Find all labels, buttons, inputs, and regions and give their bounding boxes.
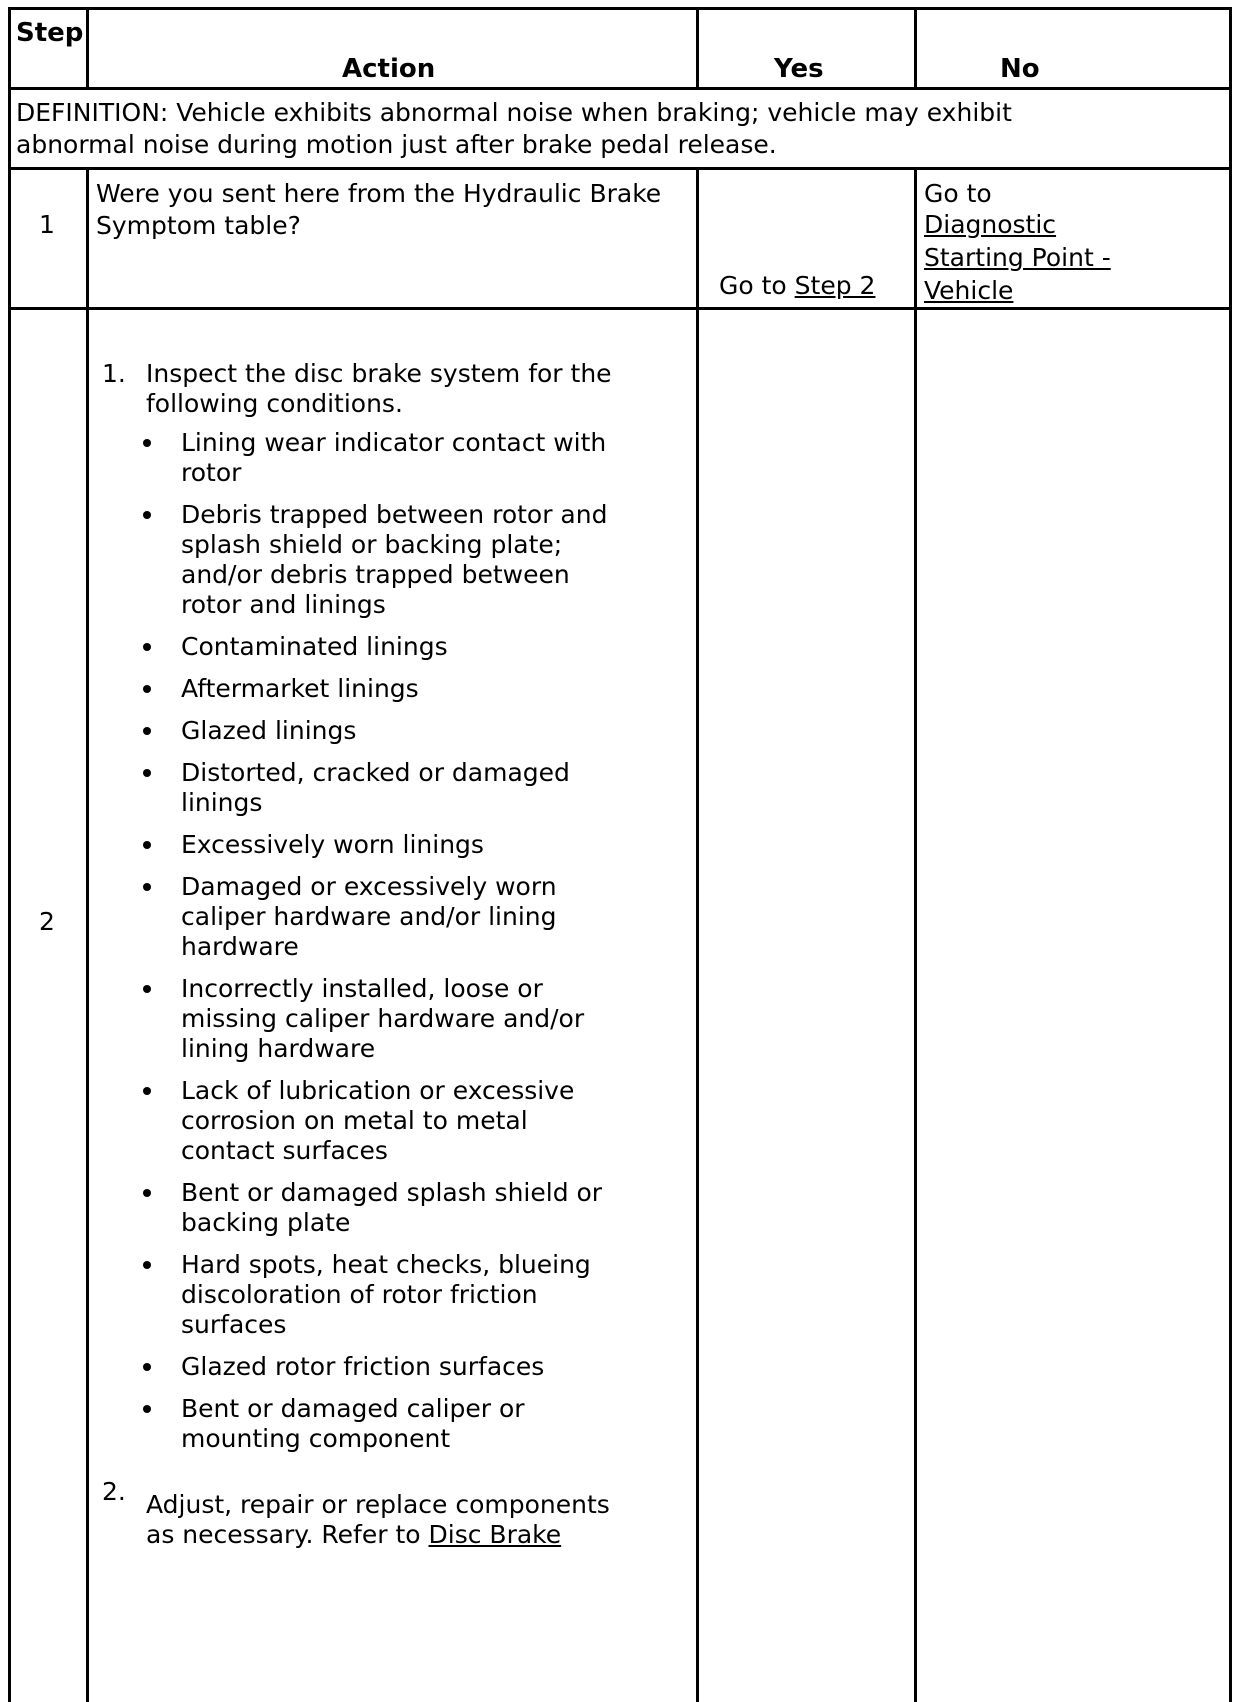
bullet-text-line: rotor and linings (181, 590, 386, 619)
col-divider-yes (914, 167, 917, 1702)
step-2-link[interactable]: Step 2 (794, 271, 876, 300)
bullet-text-line: discoloration of rotor friction (181, 1280, 538, 1309)
header-action: Action (342, 54, 436, 84)
col-divider-action (696, 167, 699, 1702)
bullet-text-line: missing caliper hardware and/or (181, 1004, 585, 1033)
item-1-number: 1. (102, 359, 126, 388)
bullet-text-line: corrosion on metal to metal (181, 1106, 528, 1135)
diagnostic-table (8, 7, 1232, 1702)
col-divider-yes-header (914, 7, 917, 89)
col-divider-step (86, 167, 89, 1702)
row1-yes (719, 269, 875, 302)
bullet-icon (143, 1087, 151, 1095)
table-border-left (8, 7, 11, 1702)
row1-no-prefix: Go to (924, 179, 992, 208)
step-number-2: 2 (39, 907, 55, 936)
diagnostic-starting-point-link-line-1[interactable]: Diagnostic (924, 210, 1057, 239)
bullet-text-line: mounting component (181, 1424, 451, 1453)
definition-line-2: abnormal noise during motion just after brake pedal release. (16, 130, 777, 159)
diagnostic-starting-point-link-line-3[interactable]: Vehicle (924, 276, 1014, 305)
bullet-icon (143, 1405, 151, 1413)
bullet-icon (143, 439, 151, 447)
item-2-line-2-prefix: as necessary. Refer to (146, 1520, 429, 1549)
condition-bullet-item (181, 758, 570, 818)
bullet-icon (143, 883, 151, 891)
header-no: No (1000, 54, 1040, 84)
bullet-text-line: Glazed rotor friction surfaces (181, 1352, 545, 1381)
definition-line-1: DEFINITION: Vehicle exhibits abnormal noise when braking; vehicle may exhibit (16, 98, 1012, 127)
bullet-icon (143, 985, 151, 993)
disc-brake-link[interactable]: Disc Brake (428, 1520, 562, 1549)
bullet-text-line: Hard spots, heat checks, blueing (181, 1250, 591, 1279)
col-divider-step-header (86, 7, 89, 89)
table-border-right (1229, 7, 1232, 1702)
bullet-text-line: splash shield or backing plate; (181, 530, 563, 559)
bullet-text-line: backing plate (181, 1208, 351, 1237)
header-step: Step (16, 18, 84, 48)
header-yes: Yes (774, 54, 824, 84)
bullet-text-line: and/or debris trapped between (181, 560, 570, 589)
condition-bullet-item (181, 674, 419, 704)
condition-bullet-item (181, 632, 448, 662)
definition-divider (8, 167, 1232, 170)
condition-bullet-item (181, 872, 557, 962)
condition-bullet-item (181, 1352, 544, 1382)
bullet-icon (143, 511, 151, 519)
condition-bullet-item (181, 1394, 525, 1454)
condition-bullet-item (181, 1178, 602, 1238)
bullet-icon (143, 769, 151, 777)
bullet-text-line: Lining wear indicator contact with (181, 428, 607, 457)
row1-action-line-1: Were you sent here from the Hydraulic Brake (96, 179, 662, 208)
condition-bullet-item (181, 500, 607, 620)
bullet-icon (143, 1261, 151, 1269)
header-divider (8, 87, 1232, 90)
bullet-text-line: Incorrectly installed, loose or (181, 974, 543, 1003)
bullet-text-line: Damaged or excessively worn (181, 872, 557, 901)
condition-bullet-item (181, 716, 356, 746)
row1-divider (8, 307, 1232, 310)
bullet-text-line: lining hardware (181, 1034, 376, 1063)
row1-action-line-2: Symptom table? (96, 211, 301, 240)
bullet-icon (143, 841, 151, 849)
bullet-text-line: Aftermarket linings (181, 674, 419, 703)
bullet-text-line: linings (181, 788, 263, 817)
bullet-text-line: Glazed linings (181, 716, 357, 745)
bullet-text-line: Bent or damaged caliper or (181, 1394, 525, 1423)
bullet-text-line: rotor (181, 458, 242, 487)
bullet-text-line: Lack of lubrication or excessive (181, 1076, 575, 1105)
condition-bullet-item (181, 428, 606, 488)
col-divider-action-header (696, 7, 699, 89)
table-border-top (8, 7, 1232, 10)
bullet-text-line: hardware (181, 932, 299, 961)
bullet-icon (143, 685, 151, 693)
bullet-text-line: contact surfaces (181, 1136, 388, 1165)
row1-yes-prefix: Go to (719, 271, 795, 300)
item-2-line-1: Adjust, repair or replace components (146, 1490, 610, 1519)
condition-bullet-item (181, 1250, 591, 1340)
condition-bullet-item (181, 1076, 574, 1166)
bullet-icon (143, 643, 151, 651)
condition-bullet-item (181, 830, 484, 860)
bullet-icon (143, 1189, 151, 1197)
bullet-text-line: Distorted, cracked or damaged (181, 758, 570, 787)
item-1-line-2: following conditions. (146, 389, 403, 418)
step-number-1: 1 (39, 210, 55, 239)
bullet-text-line: Bent or damaged splash shield or (181, 1178, 603, 1207)
bullet-text-line: Excessively worn linings (181, 830, 484, 859)
bullet-text-line: surfaces (181, 1310, 287, 1339)
diagnostic-starting-point-link-line-2[interactable]: Starting Point - (924, 243, 1111, 272)
item-1-line-1: Inspect the disc brake system for the (146, 359, 612, 388)
condition-bullet-item (181, 974, 584, 1064)
bullet-text-line: caliper hardware and/or lining (181, 902, 557, 931)
bullet-text-line: Contaminated linings (181, 632, 448, 661)
bullet-icon (143, 1363, 151, 1371)
bullet-icon (143, 727, 151, 735)
bullet-text-line: Debris trapped between rotor and (181, 500, 608, 529)
item-2-line-2 (146, 1518, 561, 1551)
item-2-number: 2. (102, 1477, 126, 1506)
row1-no-link[interactable] (924, 208, 1111, 307)
